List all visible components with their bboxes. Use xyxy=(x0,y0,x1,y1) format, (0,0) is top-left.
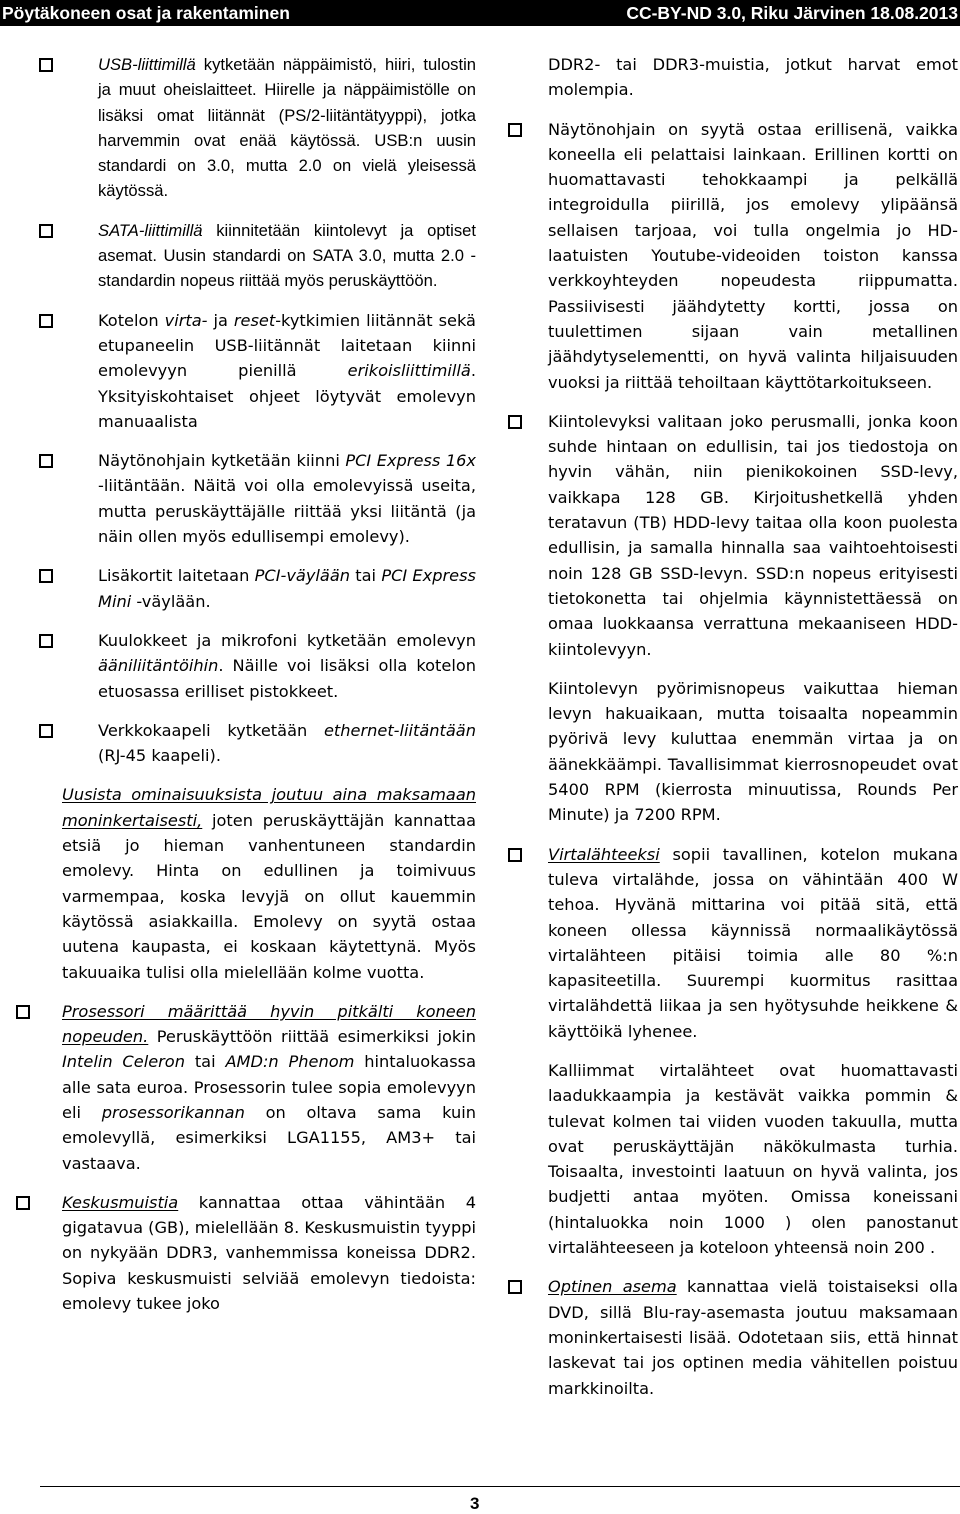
text-span: on oltava sama kuin emolevyllä, esimerkiksi LGA1155, AM3+ tai vastaava. xyxy=(62,1102,476,1173)
left-column xyxy=(8,52,476,1330)
text-span: Kotelon xyxy=(98,310,165,330)
term-pci-express-mini: PCI Express Mini xyxy=(98,566,476,611)
term-ethernet: ethernet-liitäntään xyxy=(323,720,476,740)
term-reset: reset xyxy=(233,310,276,330)
term-pci-express: PCI Express 16x xyxy=(345,451,476,471)
checkbox-bullet-icon xyxy=(39,569,53,583)
checkbox-bullet-icon xyxy=(16,1196,30,1210)
list-item-kotelo xyxy=(8,308,476,434)
text-span: DDR2- tai DDR3-muistia, jotkut harvat emot molempia. xyxy=(548,55,958,100)
text-span: Kiintolevyksi valitaan joko perusmalli, jonka koon suhde hintaan on edullisin, tai jos tiedostoja on hyvin vähän, niin pienikokoinen SSD-levy, vaikkapa 128 GB. Kirjoitushetkellä yhden teratavun (TB) HDD-levy taitaa olla koon puolesta edullisin, ja samalla hinnalla saa vaihtoehtoisesti noin 128 GB SSD-levyn. SSD:n nopeus erityisesti tietokonetta tai ohjelmia käynnistettäessä on omaa luokkaansa verrattuna mekaaniseen HDD-kiintolevyyn. xyxy=(548,411,958,659)
term-keskusmuisti: Keskusmuistia xyxy=(62,1192,179,1212)
checkbox-bullet-icon xyxy=(39,58,53,72)
list-item-naytonohjain-2 xyxy=(508,117,958,395)
text-span: -väylään. xyxy=(131,591,211,611)
list-item-verkkokaapeli xyxy=(8,718,476,769)
text-span: Kalliimmat virtalähteet ovat huomattavasti laadukkaampia ja kestävät vaikka pommin & tulevat kolmen tai viiden vuoden takuulla, mutta ovat peruskäyttäjän näkökulmasta turhia. Toisaalta, investointi laatuun on hyvä valinta, jos budjetti antaa myöten. Omissa koneissani (hintaluokka noin 1000 ) olen panostanut virtalähteeseen ja koteloon yhteensä noin 200 . xyxy=(548,1060,958,1258)
list-item-kuulokkeet xyxy=(8,628,476,704)
checkbox-bullet-icon xyxy=(39,634,53,648)
paragraph-uusista xyxy=(8,782,476,984)
list-item-lisakortit xyxy=(8,563,476,614)
text-span: Näytönohjain kytketään kiinni xyxy=(98,451,346,471)
list-item-keskusmuisti xyxy=(8,1190,476,1316)
term-celeron: Intelin Celeron xyxy=(62,1052,185,1072)
text-span: Lisäkortit laitetaan xyxy=(98,566,255,586)
checkbox-bullet-icon xyxy=(508,415,522,429)
checkbox-bullet-icon xyxy=(16,1005,30,1019)
text-span: -liitäntään. Näitä voi olla emolevyissä useita, mutta peruskäyttäjälle riittää yksi liitäntä (ja näin ollen myös edullisempi emolevy). xyxy=(98,476,476,547)
term-virta: virta- xyxy=(164,310,208,330)
checkbox-bullet-icon xyxy=(508,848,522,862)
list-item-optinen-asema xyxy=(508,1274,958,1400)
text-usb: kytketään näppäimistö, hiiri, tulostin ja muut oheislaitteet. Hiirelle ja näppäimistölle on lisäksi omat liitännät (PS/2-liitäntätyyppi), jotka harvemmin ovat enää käytössä. USB:n uusin standardi on 3.0, mutta 2.0 on vielä yleisessä käytössä. xyxy=(98,55,476,201)
text-span: Peruskäyttöön riittää esimerkiksi jokin xyxy=(148,1027,476,1047)
text-span: -kytkimien liitännät sekä etupaneelin USB-liitännät laitetaan kiinni emolevyyn pienillä xyxy=(98,310,476,381)
term-virtalahde: Virtalähteeksi xyxy=(548,844,660,864)
term-phenom: AMD:n Phenom xyxy=(225,1052,355,1072)
text-span: Verkkokaapeli kytketään xyxy=(98,720,324,740)
text-span: tai xyxy=(350,566,382,586)
checkbox-bullet-icon xyxy=(508,123,522,137)
list-item-usb xyxy=(8,52,476,204)
text-span: . Näille voi lisäksi olla kotelon etuosassa erilliset pistokkeet. xyxy=(98,656,476,701)
list-item-naytonohjain xyxy=(8,448,476,549)
underlined-lead: Uusista ominaisuuksista joutuu aina maksamaan moninkertaisesti, xyxy=(62,785,476,830)
term-prosessorikanta: prosessorikannan xyxy=(101,1102,245,1122)
text-span: Kuulokkeet ja mikrofoni kytketään emolevyn xyxy=(98,630,476,650)
text-span: kannattaa ottaa vähintään 4 gigatavua (GB), mielellään 8. Keskusmuistin tyyppi on nykyään DDR3, vanhemmissa koneissa DDR2. Sopiva keskusmuisti selviää emolevyn tiedoista: emolevy tukee joko xyxy=(62,1192,476,1314)
page-number: 3 xyxy=(470,1494,480,1513)
text-span: (RJ-45 kaapeli). xyxy=(98,746,221,766)
paragraph-kalliimmat xyxy=(508,1058,958,1260)
term-erikoisliittimet: erikoisliittimillä xyxy=(347,361,471,381)
list-item-sata xyxy=(8,218,476,294)
paragraph-pyorimisnopeus xyxy=(508,676,958,828)
underlined-lead: Prosessori määrittää hyvin pitkälti koneen nopeuden. xyxy=(62,1001,476,1047)
text-span: Kiintolevyn pyörimisnopeus vaikuttaa hieman levyn hakuaikaan, mutta toisaalta nopeammin pyörivä levy kuluttaa enemmän virtaa ja on äänekkäämpi. Tavallisimmat kierrosnopeudet ovat 5400 RPM (kierrosta minuutissa, Rounds Per Minute) ja 7200 RPM. xyxy=(548,678,958,825)
term-usb: USB-liittimillä xyxy=(98,55,196,74)
document-title: Pöytäkoneen osat ja rakentaminen xyxy=(2,2,290,23)
checkbox-bullet-icon xyxy=(39,454,53,468)
text-span: Näytönohjain on syytä ostaa erillisenä, vaikka koneella eli pelattaisi lainkaan. Erillinen kortti on huomattavasti tehokkaampi ja pelkällä integroidulla piirillä, jos emolevy ylipäänsä sellaisen tarjoaa, voi tulla ongelmia jo HD-laatuisten Youtube-videoiden toiston kanssa verkkoyhteyden nopeudesta riippumatta. Passiivisesti jäähdytetty kortti, jossa on tuulettimen sijaan vain metallinen jäähdytyselementti, on hyvä valinta hiljaisuuden vuoksi ja riittää tehoiltaan käyttötarkoitukseen. xyxy=(548,119,958,392)
checkbox-bullet-icon xyxy=(39,314,53,328)
text-span: kannattaa vielä toistaiseksi olla DVD, sillä Blu-ray-asemasta joutuu maksamaan moninkertaisesti lisää. Odotetaan siis, että hinnat laskevat tai jos optinen media vähitellen poistuu markkinoilta. xyxy=(548,1277,958,1398)
text-span: joten peruskäyttäjän kannattaa etsiä jo hieman vanhentuneen standardin emolevy. Hinta on edullinen ja toimivuus varmempaa, koska levyjä on ollut kauemmin käytössä asiakkailla. Emolevy on syytä ostaa uutena kaupasta, ei koskaan käytettynä. Myös takuuaika tulisi olla mielellään kolme vuotta. xyxy=(62,810,476,982)
term-optinen-asema: Optinen asema xyxy=(548,1277,677,1297)
term-aaniliitannat: ääniliitäntöihin xyxy=(98,656,219,676)
checkbox-bullet-icon xyxy=(508,1280,522,1294)
list-item-prosessori xyxy=(8,999,476,1176)
right-column xyxy=(508,52,958,1415)
term-sata: SATA-liittimillä xyxy=(98,220,203,240)
text-span: tai xyxy=(184,1052,226,1072)
list-item-kiintolevy xyxy=(508,409,958,662)
list-item-virtalahde xyxy=(508,842,958,1044)
text-span: hintaluokassa alle sata euroa. Prosessorin tulee sopia emolevyyn eli xyxy=(62,1052,477,1122)
license-info: CC-BY-ND 3.0, Riku Järvinen 18.08.2013 xyxy=(626,2,958,23)
checkbox-bullet-icon xyxy=(39,224,53,238)
term-pci-vayla: PCI-väylään xyxy=(254,566,350,586)
text-span: sopii tavallinen, kotelon mukana tuleva virtalähde, jossa on vähintään 400 W tehoa. Hyvänä mittarina voi pitää sitä, että koneen ollessa käynnissä normaalikäytössä virtalähteen pitäisi toimia alle 80 %:n kapasiteetilla. Suurempi kuormitus rasittaa virtalähdettä liikaa ja sen hyötysuhde heikkene & käyttöikä lyhenee. xyxy=(548,844,958,1041)
footer-divider xyxy=(40,1486,960,1487)
continuation-ddr xyxy=(508,52,958,103)
text-span: ja xyxy=(207,310,234,330)
text-span: . Yksityiskohtaiset ohjeet löytyvät emolevyn manuaalista xyxy=(98,361,476,431)
page-header xyxy=(0,0,960,26)
checkbox-bullet-icon xyxy=(39,724,53,738)
text-sata: kiinnitetään kiintolevyt ja optiset asemat. Uusin standardi on SATA 3.0, mutta 2.0 -standardin nopeus riittää myös peruskäyttöön. xyxy=(98,220,476,291)
